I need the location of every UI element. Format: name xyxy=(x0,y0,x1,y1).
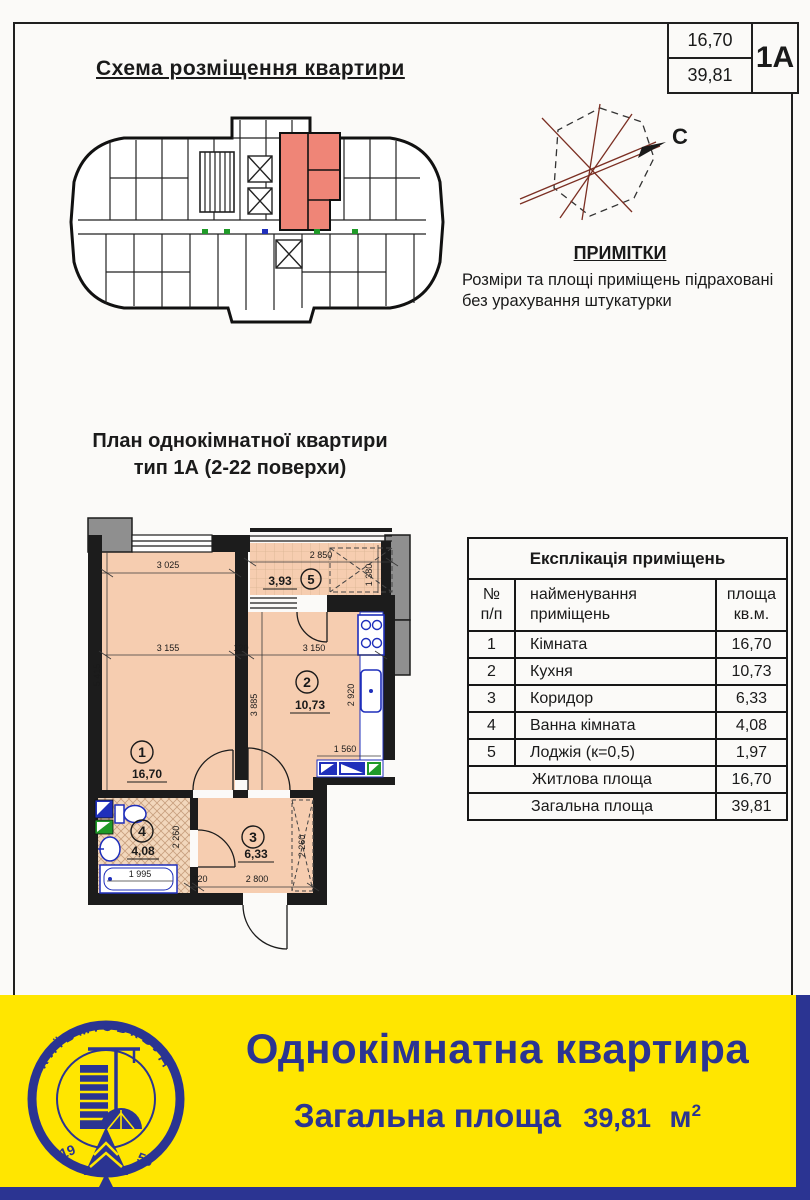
kitchen-counter xyxy=(358,612,384,760)
table-row: 5 Лоджія (к=0,5) 1,97 xyxy=(468,739,787,766)
dim-1995: 1 995 xyxy=(128,869,152,879)
dim-3025: 3 025 xyxy=(156,560,180,570)
room5-number: 5 xyxy=(307,572,315,587)
notes-title: ПРИМІТКИ xyxy=(573,243,667,263)
room4-area: 4,08 xyxy=(131,844,155,858)
summary-row-living: Житлова площа 16,70 xyxy=(468,766,787,793)
logo-year-19: 19 xyxy=(57,1141,78,1162)
table-row: 3 Коридор 6,33 xyxy=(468,685,787,712)
dim-3885: 3 885 xyxy=(249,693,259,717)
room3-number: 3 xyxy=(249,829,257,845)
notes-line-1: Розміри та площі приміщень підраховані xyxy=(462,271,774,289)
toilet-tank xyxy=(115,805,124,823)
banner-area-value: 39,81 xyxy=(583,1103,651,1133)
room1-number: 1 xyxy=(138,744,146,760)
explication-title: Експлікація приміщень xyxy=(468,538,787,579)
info-box xyxy=(667,22,799,94)
room5-area: 3,93 xyxy=(268,574,292,588)
dim-3155: 3 155 xyxy=(156,643,180,653)
dim-1380: 1 380 xyxy=(364,563,374,587)
table-row: 4 Ванна кімната 4,08 xyxy=(468,712,787,739)
room2-area: 10,73 xyxy=(294,698,326,712)
compass xyxy=(512,100,692,250)
dim-120a: 120 xyxy=(233,643,249,653)
stairwell xyxy=(200,152,234,212)
col-header-num: № п/п xyxy=(468,579,515,631)
table-row: 1 Кімната 16,70 xyxy=(468,631,787,658)
info-living-area: 16,70 xyxy=(668,23,752,58)
kyivmiskbud-logo xyxy=(22,1003,197,1198)
col-header-name: найменування приміщень xyxy=(515,579,716,631)
dim-3150: 3 150 xyxy=(302,643,326,653)
table-row: 2 Кухня 10,73 xyxy=(468,658,787,685)
banner-unit: $м^2$ xyxy=(669,1101,702,1134)
logo-ring-text: КИЇВМІСЬКБУД xyxy=(33,1017,179,1072)
dim-2850: 2 850 xyxy=(309,550,333,560)
highlighted-apartment xyxy=(280,133,340,230)
explication-table xyxy=(467,537,788,821)
room3-area: 6,33 xyxy=(244,847,268,861)
info-apartment-type: 1А xyxy=(752,23,798,93)
footer-banner xyxy=(0,995,810,1200)
room2-number: 2 xyxy=(303,674,311,690)
dim-1560: 1 560 xyxy=(333,744,357,754)
notes-block xyxy=(462,243,778,312)
north-label: С xyxy=(672,124,688,149)
banner-subtitle: Загальна площа xyxy=(293,1097,561,1134)
room4-number: 4 xyxy=(138,823,146,839)
plan-title-line1: План однокімнатної квартири xyxy=(92,430,388,452)
dim-2920: 2 920 xyxy=(346,683,356,707)
plan-title-line2: тип 1А (2-22 поверхи) xyxy=(133,457,347,479)
compass-dashed-outline xyxy=(554,108,654,216)
dim-5415: 5 415 xyxy=(92,663,102,687)
logo-year-55: 55 xyxy=(134,1148,156,1170)
apartment-floor-plan xyxy=(85,515,415,975)
banner-subtitle-row xyxy=(215,1097,780,1135)
col-header-area: площа кв.м. xyxy=(716,579,787,631)
banner-right-strip xyxy=(796,995,810,1200)
notes-line-2: без урахування штукатурки xyxy=(462,292,672,310)
summary-row-total: Загальна площа 39,81 xyxy=(468,793,787,820)
banner-title: Однокімнатна квартира xyxy=(245,1025,750,1072)
info-total-area: 39,81 xyxy=(668,58,752,93)
north-arrow-head xyxy=(638,142,666,158)
room1-area: 16,70 xyxy=(131,767,163,781)
dim-2260-bath: 2 260 xyxy=(171,825,181,849)
kitchen-cabinets xyxy=(317,760,383,777)
dim-2800: 2 800 xyxy=(245,874,269,884)
plan-section-title xyxy=(80,430,400,480)
dim-120b: 120 xyxy=(192,874,208,884)
scheme-title: Схема розміщення квартири xyxy=(96,57,405,80)
dim-2260-wardrobe: 2 260 xyxy=(297,834,307,858)
building-overview-plan xyxy=(52,100,452,345)
